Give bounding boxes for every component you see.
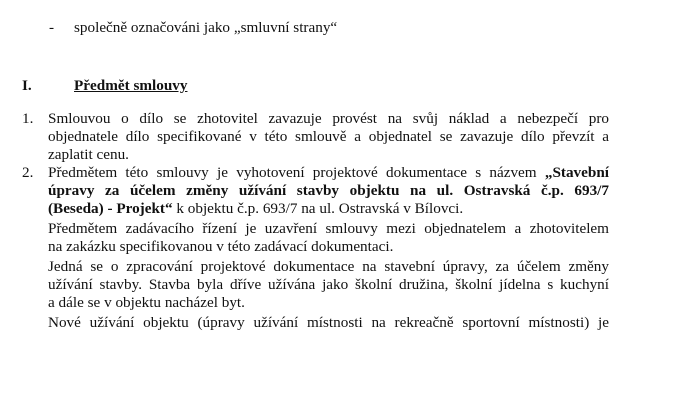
item2-para2-line-1: Předmětem zadávacího řízení je uzavření smlouvy mezi objednatelem a zhotovitelem [48, 220, 609, 237]
item2-para3-line-2: užívání stavby. Stavba byla dříve užívána jako školní družina, školní jídelna s kuchyní [48, 276, 609, 293]
item1-line-2: objednatele dílo specifikované v této smlouvě a objednatel se zavazuje dílo převzít a [48, 128, 609, 145]
project-name-start: „Stavební [544, 164, 609, 181]
parties-note: společně označováni jako „smluvní strany“ [74, 19, 338, 36]
section-number: I. [22, 77, 32, 94]
item-number-2: 2. [22, 164, 34, 181]
item-number-1: 1. [22, 110, 34, 127]
project-name-end: (Beseda) - Projekt“ [48, 200, 173, 217]
item2-line-1 [48, 164, 609, 182]
section-title: Předmět smlouvy [74, 77, 188, 94]
list-dash: - [49, 19, 55, 36]
item2-line-3-text: k objektu č.p. 693/7 na ul. Ostravská v Bílovci. [172, 200, 464, 217]
item2-line-1-text: Předmětem této smlouvy je vyhotovení projektové dokumentace s názvem [48, 164, 545, 181]
item2-para3-line-3: a dále se v objektu nacházel byt. [48, 294, 245, 311]
item1-line-1: Smlouvou o dílo se zhotovitel zavazuje provést na svůj náklad a nebezpečí pro [48, 110, 609, 127]
item2-para3-line-1: Jedná se o zpracování projektové dokumentace na stavební úpravy, za účelem změny [48, 258, 609, 275]
item2-para2-line-2: na zakázku specifikovanou v této zadávací dokumentaci. [48, 238, 394, 255]
item1-line-3: zaplatit cenu. [48, 146, 129, 163]
item2-line-3 [48, 200, 463, 218]
item2-para4-line-1: Nové užívání objektu (úpravy užívání místnosti na rekreačně sportovní místnosti) je [48, 314, 609, 331]
project-name-middle: úpravy za účelem změny užívání stavby objektu na ul. Ostravská č.p. 693/7 [48, 182, 609, 199]
